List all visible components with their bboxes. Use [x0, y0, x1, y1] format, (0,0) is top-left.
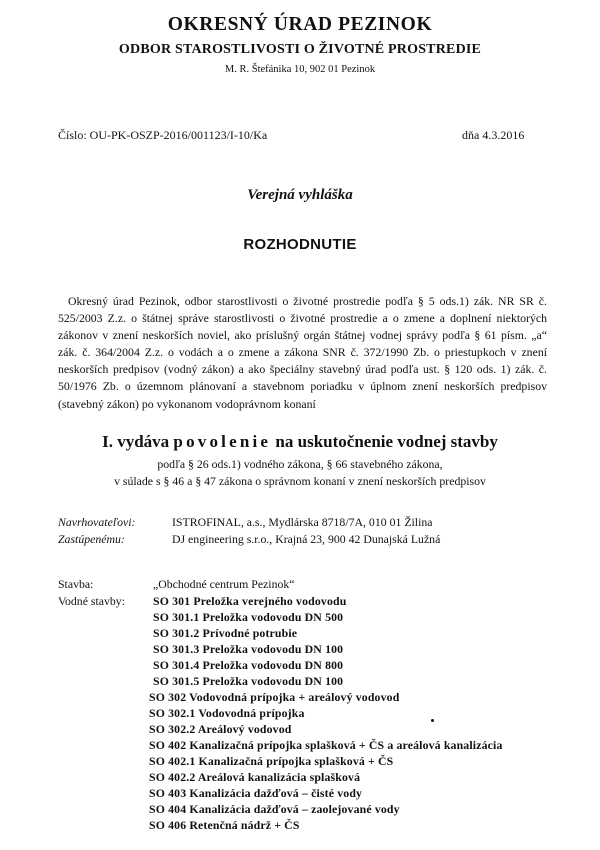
- water-structure-item: SO 402.1 Kanalizačná prípojka splašková + ČS: [149, 754, 394, 768]
- water-structure-item: SO 301 Preložka verejného vodovodu: [153, 594, 347, 608]
- document-type: Verejná vyhláška: [247, 187, 353, 203]
- water-structure-item: SO 402.2 Areálová kanalizácia splašková: [149, 770, 361, 784]
- construction-name: „Obchodné centrum Pezinok“: [153, 577, 295, 591]
- water-structure-item: SO 404 Kanalizácia dažďová – zaolejované vody: [149, 802, 400, 816]
- represented-label: Zastúpenému:: [58, 532, 125, 546]
- department-name: ODBOR STAROSTLIVOSTI O ŽIVOTNÉ PROSTREDIE: [118, 42, 482, 57]
- stray-dot: [431, 719, 434, 722]
- represented-value: DJ engineering s.r.o., Krajná 23, 900 42 Dunajská Lužná: [172, 532, 441, 546]
- section-spaced-word: povolenie: [173, 432, 272, 451]
- water-structures-label: Vodné stavby:: [58, 594, 125, 608]
- applicant-label: Navrhovateľovi:: [58, 515, 136, 529]
- document-date: dňa 4.3.2016: [462, 128, 525, 142]
- reference-number: Číslo: OU-PK-OSZP-2016/001123/I-10/Ka: [58, 128, 268, 142]
- water-structure-item: SO 301.1 Preložka vodovodu DN 500: [153, 610, 344, 624]
- intro-text: Okresný úrad Pezinok, odbor starostlivosti o životné prostredie podľa § 5 ods.1) zák. NR SR č. 525/2003 Z.z. o štátnej správe starostlivosti o životné prostredie a o zmene a doplnení niektorých zákonov v znení neskorších noviel, ako príslušný orgán štátnej vodnej správy podľa § 61 písm. „a“ zák. č. 364/2004 Z.z. o vodách a o zmene a zákona SNR č. 372/1990 Zb. o priestupkoch v znení neskorších predpisov (vodný zákon) a ako špeciálny stavebný úrad podľa ust. § 120 ods. 1) zák. č. 50/1976 Zb. o územnom plánovaní a stavebnom poriadku v úplnom znení neskorších predpisov (stavebný zákon) po vykonanom vodoprávnom konaní: [58, 294, 547, 411]
- applicant-value: ISTROFINAL, a.s., Mydlárska 8718/7A, 010 01 Žilina: [172, 515, 433, 529]
- section-suffix: na uskutočnenie vodnej stavby: [275, 432, 498, 451]
- water-structure-item: SO 301.4 Preložka vodovodu DN 800: [153, 658, 344, 672]
- water-structure-item: SO 406 Retenčná nádrž + ČS: [149, 818, 300, 832]
- water-structure-item: SO 302.1 Vodovodná prípojka: [149, 706, 305, 720]
- section-prefix: I. vydáva: [102, 432, 170, 451]
- water-structure-item: SO 302 Vodovodná prípojka + areálový vodovod: [149, 690, 400, 704]
- water-structure-item: SO 301.3 Preložka vodovodu DN 100: [153, 642, 344, 656]
- office-title: OKRESNÝ ÚRAD PEZINOK: [167, 14, 433, 35]
- water-structure-item: SO 301.5 Preložka vodovodu DN 100: [153, 674, 344, 688]
- intro-paragraph: [58, 293, 547, 413]
- water-structure-item: SO 302.2 Areálový vodovod: [149, 722, 292, 736]
- office-address: M. R. Štefánika 10, 902 01 Pezinok: [224, 64, 376, 75]
- water-structure-item: SO 403 Kanalizácia dažďová – čisté vody: [149, 786, 363, 800]
- section-heading: [0, 432, 600, 452]
- construction-label: Stavba:: [58, 577, 94, 591]
- document-kind: ROZHODNUTIE: [243, 236, 357, 253]
- water-structure-item: SO 301.2 Prívodné potrubie: [153, 626, 298, 640]
- section-legal-basis-1: podľa § 26 ods.1) vodného zákona, § 66 stavebného zákona,: [157, 457, 443, 471]
- water-structure-item: SO 402 Kanalizačná prípojka splašková + ČS a areálová kanalizácia: [149, 738, 503, 752]
- section-legal-basis-2: v súlade s § 46 a § 47 zákona o správnom konaní v znení neskorších predpisov: [114, 474, 486, 488]
